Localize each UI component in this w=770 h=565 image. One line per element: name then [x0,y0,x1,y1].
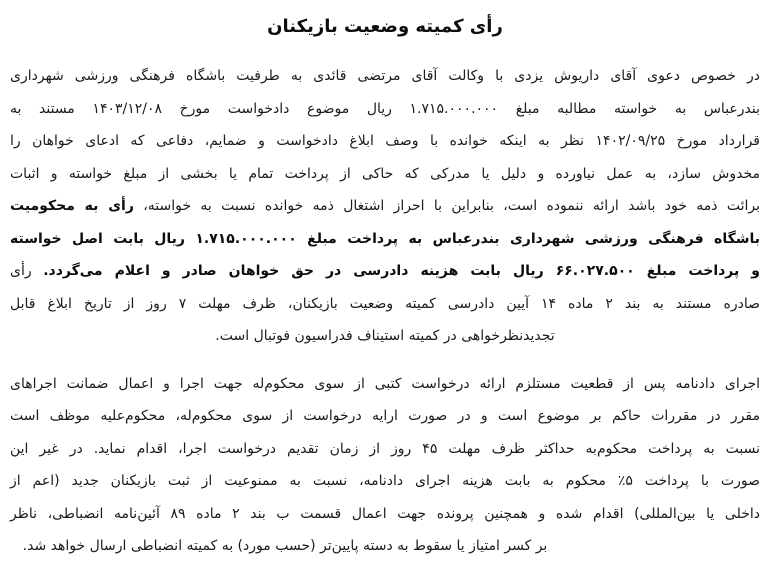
text-run: مخدوش سازد، به عمل نیاورده و دلیل یا مدرکی که حاکی از پرداخت تمام یا بخشی از مبلغ خواسته و اثبات [10,165,760,182]
ruling-line-9 [10,320,760,353]
ruling-paragraph [10,60,760,353]
text-run-penalty: صورت با پرداخت ۵٪ محکوم به بابت هزینه اجرای دادنامه، نسبت به ممنوعیت از ثبت بازیکنان جدید (اعم از [10,473,760,489]
text-run-payment-deadline: نسبت به پرداخت محکوم‌به حداکثر ظرف مهلت ۴۵ روز از زمان تقدیم درخواست اجرا، اقدام نماید. در غیر این [10,440,760,457]
text-run-claim-amount: بندرعباس به خواسته مطالبه مبلغ ۱.۷۱۵.۰۰۰.۰۰۰ ریال موضوع دادخواست مورخ ۱۴۰۳/۱۲/۰۸ مستند به [10,100,761,117]
text-run-appeal-deadline: صادره مستند به بند ۲ ماده ۱۴ آیین دادرسی کمیته وضعیت بازیکنان، ظرف مهلت ۷ روز از تاریخ ابلاغ قابل [10,295,761,312]
ruling-line-1 [10,60,760,93]
text-run: در خصوص دعوی آقای داریوش یزدی با وکالت آقای مرتضی قائدی به طرفیت باشگاه فرهنگی ورزشی شهرداری [10,68,760,84]
ruling-line-8 [10,288,760,321]
text-run: رأی [10,263,32,279]
enforcement-line-1 [10,368,760,401]
verdict-start-text: رأی به محکومیت [10,198,134,214]
enforcement-line-5 [10,498,760,531]
ruling-line-4 [10,158,760,191]
enforcement-line-4 [10,465,760,498]
text-run-appeal-committee: تجدیدنظرخواهی در کمیته استیناف فدراسیون فوتبال است. [215,328,555,344]
enforcement-line-3 [10,433,760,466]
enforcement-paragraph [10,368,760,563]
ruling-line-3 [10,125,760,158]
text-run-contract-date: قرارداد مورخ ۱۴۰۲/۰۹/۲۵ نظر به اینکه خوانده با وصف ابلاغ دادخواست و ضمایم، دفاعی که ادعای خواهان را [10,133,760,149]
verdict-court-fee-text: و پرداخت مبلغ ۶۶.۰۲۷.۵۰۰ ریال بابت هزینه دادرسی در حق خواهان صادر و اعلام می‌گردد. [43,263,760,279]
ruling-line-7 [10,255,760,288]
text-run: برائت ذمه خود باشد ارائه ننموده است، بنابراین با احراز اشتغال ذمه خوانده نسبت به خواسته، [143,198,760,214]
text-run-relegation-clause: بر کسر امتیاز یا سقوط به دسته پایین‌تر (حسب مورد) به کمیته انضباطی ارسال خواهد شد. [22,538,548,554]
text-run: مقرر در مقررات حاکم بر موضوع است و در صورت ارایه درخواست از سوی محکوم‌له، محکوم‌علیه موظف است [10,408,760,424]
ruling-line-2 [10,93,760,126]
document-title: رأی کمیته وضعیت بازیکنان [267,16,503,37]
enforcement-line-6 [0,530,660,563]
text-run: اجرای دادنامه پس از قطعیت مستلزم ارائه درخواست کتبی از سوی محکوم‌له جهت اجرا و اعمال ضمانت اجراهای [10,375,760,392]
verdict-principal-amount-text: باشگاه فرهنگی ورزشی شهرداری بندرعباس به پرداخت مبلغ ۱.۷۱۵.۰۰۰.۰۰۰ ریال بابت اصل خواسته [10,230,760,247]
ruling-line-6 [10,223,760,256]
text-run-disciplinary-article: داخلی یا بین‌المللی) اقدام شده و همچنین پرونده جهت اعمال قسمت ب بند ۲ ماده ۸۹ آئین‌نامه انضباطی، ناظر [10,505,761,522]
enforcement-line-2 [10,400,760,433]
ruling-line-5 [10,190,760,223]
